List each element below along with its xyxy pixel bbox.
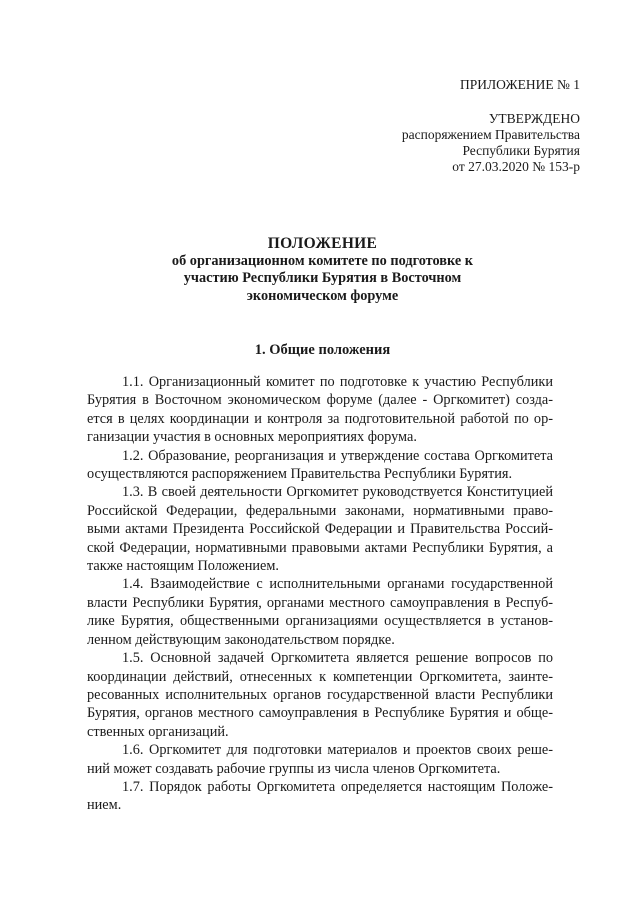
title-line: экономическом форуме (246, 287, 399, 304)
paragraph: 1.7. Порядок работы Оргкомитета определяется настоящим Положением. (87, 778, 553, 814)
title-main: ПОЛОЖЕНИЕ (267, 235, 378, 252)
approval-block (402, 111, 580, 175)
document-title (100, 235, 545, 305)
approval-line: распоряжением Правительства (401, 127, 580, 142)
paragraph: 1.2. Образование, реорганизация и утверждение состава Оргкомитета осуществляются распоряжением Правительства Республики Бурятия. (87, 447, 553, 483)
title-line: об организационном комитете по подготовке к (171, 252, 474, 269)
approval-line: УТВЕРЖДЕНО (488, 111, 580, 126)
section-heading: 1. Общие положения (254, 342, 391, 358)
paragraph: 1.5. Основной задачей Оргкомитета является решение вопросов по координации действий, отнесенных к компетенции Оргкомитета, заинтересованных исполнительных органов государственной власти Республики Бурятия, органов местного самоуправления в Республике Бурятия и общественных организаций. (87, 650, 553, 740)
paragraph: 1.3. В своей деятельности Оргкомитет руководствуется Конституцией Российской Федерации, федеральными законами, нормативными правовыми актами Президента Российской Федерации и Правительства Российской Федерации, нормативными правовыми актами Республики Бурятия, а также настоящим Положением. (87, 484, 553, 575)
appendix-label: ПРИЛОЖЕНИЕ № 1 (459, 77, 580, 92)
document-body (87, 373, 553, 815)
approval-line: Республики Бурятия (462, 143, 580, 158)
paragraph: 1.6. Оргкомитет для подготовки материалов и проектов своих решений может создавать рабочие группы из числа членов Оргкомитета. (87, 742, 553, 777)
approval-line: от 27.03.2020 № 153-р (452, 159, 580, 174)
title-line: участию Республики Бурятия в Восточном (183, 270, 462, 286)
paragraph: 1.1. Организационный комитет по подготовке к участию Республики Бурятия в Восточном экономическом форуме (далее - Оргкомитет) создается в целях координации и контроля за подготовительной работой по организации участия в основных мероприятиях форума. (87, 374, 553, 446)
paragraph: 1.4. Взаимодействие с исполнительными органами государственной власти Республики Бурятия, органами местного самоуправления в Республике Бурятия, общественными организациями осуществляется в установленном действующим законодательством порядке. (87, 576, 553, 648)
